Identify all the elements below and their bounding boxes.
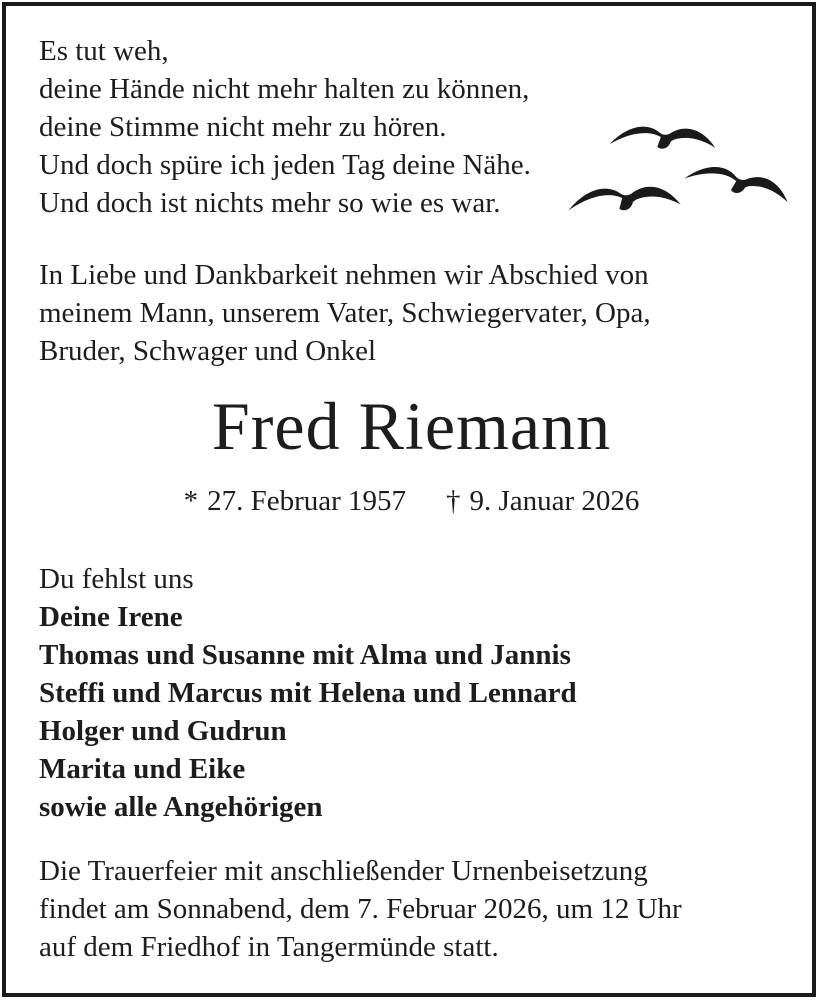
poem-line: Es tut weh, (39, 35, 169, 67)
deceased-name: Fred Riemann (211, 388, 612, 464)
obituary-border-frame (2, 2, 816, 997)
poem-line: Und doch spüre ich jeden Tag deine Nähe. (39, 149, 531, 181)
poem-line: deine Hände nicht mehr halten zu können, (39, 73, 530, 105)
poem-line: deine Stimme nicht mehr zu hören. (39, 111, 447, 143)
intro-line: Bruder, Schwager und Onkel (39, 335, 377, 367)
mourning-poem (39, 32, 784, 222)
birth-star-symbol: * (183, 485, 199, 517)
death-date (446, 485, 639, 517)
farewell-line: Du fehlst uns (39, 563, 194, 595)
birth-date-text: 27. Februar 1957 (207, 485, 406, 517)
farewell-intro-paragraph (39, 256, 784, 370)
obituary-content (6, 6, 812, 966)
death-cross-symbol: † (446, 485, 461, 517)
life-dates (39, 482, 784, 520)
mourner-line: sowie alle Angehörigen (39, 791, 323, 823)
intro-line: In Liebe und Dankbarkeit nehmen wir Abschied von (39, 259, 649, 291)
funeral-info-paragraph (39, 852, 784, 966)
intro-line: meinem Mann, unserem Vater, Schwiegervater, Opa, (39, 297, 651, 329)
mourner-line: Deine Irene (39, 601, 183, 633)
mourner-line: Marita und Eike (39, 753, 246, 785)
funeral-line: Die Trauerfeier mit anschließender Urnenbeisetzung (39, 855, 648, 887)
mourner-line: Steffi und Marcus mit Helena und Lennard (39, 677, 577, 709)
mourners-block (39, 560, 784, 826)
poem-line: Und doch ist nichts mehr so wie es war. (39, 187, 501, 219)
mourner-line: Holger und Gudrun (39, 715, 287, 747)
mourner-line: Thomas und Susanne mit Alma und Jannis (39, 639, 571, 671)
death-date-text: 9. Januar 2026 (469, 485, 640, 517)
funeral-line: findet am Sonnabend, dem 7. Februar 2026, um 12 Uhr (39, 893, 682, 925)
birth-date (184, 485, 406, 517)
funeral-line: auf dem Friedhof in Tangermünde statt. (39, 931, 499, 963)
